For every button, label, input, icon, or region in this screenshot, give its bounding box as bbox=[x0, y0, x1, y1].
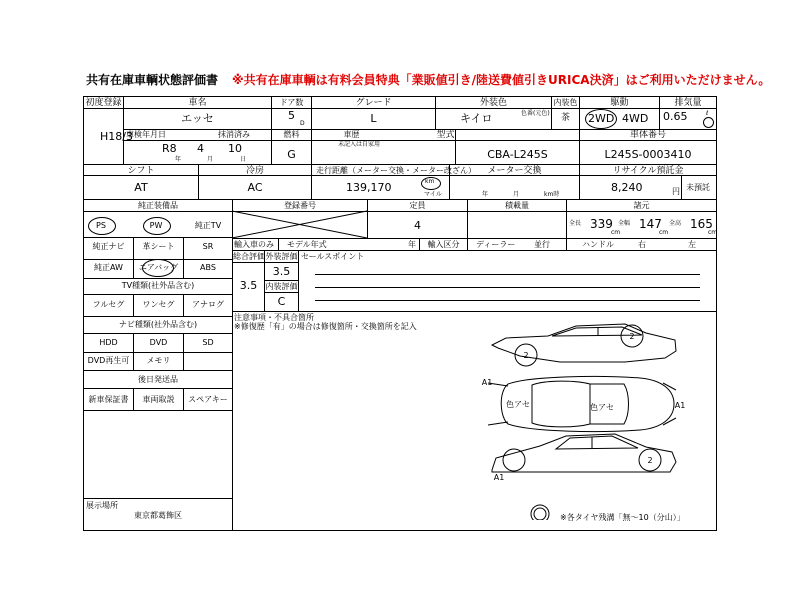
inspection-month: 4 bbox=[197, 142, 204, 155]
km-label: km bbox=[425, 178, 435, 185]
interior-color-value: 茶 bbox=[560, 113, 570, 123]
meter-year-unit: 年 bbox=[482, 191, 489, 198]
exterior-value: 3.5 bbox=[272, 265, 291, 278]
unit-day: 日 bbox=[240, 156, 247, 163]
mark-fade-roof: 色アセ bbox=[590, 403, 614, 412]
height-unit: cm bbox=[708, 229, 718, 236]
mark-a1-rear: A1 bbox=[674, 401, 686, 410]
width-value: 147 bbox=[639, 217, 662, 231]
handle-right: 右 bbox=[638, 240, 646, 249]
displacement-unit: ℓ bbox=[706, 110, 709, 117]
equip-aw: 純正AW bbox=[94, 263, 123, 272]
equip-sr: SR bbox=[202, 242, 214, 251]
navi-dvd: DVD bbox=[149, 338, 168, 347]
later-spare-key: スペアキー bbox=[188, 395, 228, 404]
car-name-value: エッセ bbox=[181, 112, 214, 125]
inspection-day: 10 bbox=[228, 142, 242, 155]
label-reg-number: 登録番号 bbox=[284, 201, 316, 210]
label-import-only: 輸入車のみ bbox=[234, 240, 274, 249]
handle-left: 左 bbox=[688, 240, 696, 249]
label-drive: 駆動 bbox=[610, 98, 629, 108]
model-value: CBA-L245S bbox=[487, 148, 548, 161]
tv-fullseg: フルセグ bbox=[92, 300, 125, 309]
label-overall: 総合評価 bbox=[233, 252, 265, 261]
mark-a1-front: A1 bbox=[481, 378, 493, 387]
overall-value: 3.5 bbox=[239, 279, 258, 292]
length-unit: cm bbox=[611, 229, 621, 236]
unit-year: 年 bbox=[175, 156, 182, 163]
mileage-value: 139,170 bbox=[346, 181, 392, 194]
interior-eval-value: C bbox=[277, 295, 286, 308]
label-dimensions: 諸元 bbox=[633, 201, 650, 210]
car-diagram bbox=[480, 318, 690, 520]
grade-value: L bbox=[370, 112, 377, 125]
equip-leather: 革シート bbox=[142, 242, 175, 251]
equip-ps: PS bbox=[96, 221, 106, 230]
meter-km-unit: km時 bbox=[544, 191, 560, 198]
chassis-value: L245S-0003410 bbox=[604, 148, 692, 161]
ac-value: AC bbox=[247, 181, 263, 194]
import-parallel: 並行 bbox=[534, 240, 550, 249]
label-color: 外装色 bbox=[479, 98, 507, 108]
equip-navi: 純正ナビ bbox=[92, 242, 125, 251]
import-dealer: ディーラー bbox=[476, 240, 516, 249]
equipment-title: 純正装備品 bbox=[138, 201, 178, 210]
doors-value: 5 bbox=[288, 109, 295, 122]
doors-unit: D bbox=[300, 120, 305, 127]
meter-month-unit: 月 bbox=[513, 191, 520, 198]
displacement-value: 0.65 bbox=[663, 110, 688, 123]
mark-front-wheel: 2 bbox=[523, 351, 529, 360]
label-length: 全長 bbox=[569, 220, 582, 227]
tire-note: ※各タイヤ残溝「無〜10（分山）」 bbox=[560, 513, 685, 522]
notes-subtitle: ※修復歴「有」の場合は修復箇所・交換箇所を記入 bbox=[234, 322, 417, 331]
history-note: 未記入は自家用 bbox=[338, 141, 381, 148]
label-loading: 積載量 bbox=[505, 201, 529, 210]
notice-text: ※共有在庫車輌は有料会員特典「業販値引き/陸送費値引きURICA決済」はご利用いただけません。 bbox=[232, 73, 771, 87]
label-chassis: 車体番号 bbox=[629, 130, 666, 140]
tv-type-title: TV種類(社外品含む) bbox=[121, 281, 195, 290]
tv-analog: アナログ bbox=[192, 300, 224, 309]
label-deleted: 抹消済み bbox=[218, 130, 250, 139]
label-capacity: 定員 bbox=[409, 201, 426, 210]
width-unit: cm bbox=[659, 229, 669, 236]
capacity-value: 4 bbox=[414, 219, 421, 232]
color-number-label: 色番(元色) bbox=[521, 110, 550, 117]
later-manual: 車両取説 bbox=[142, 395, 175, 404]
label-import-type: 輸入区分 bbox=[427, 240, 460, 249]
label-doors: ドア数 bbox=[279, 98, 304, 107]
page-title: 共有在庫車輌状態評価書 bbox=[86, 73, 219, 87]
label-ac: 冷房 bbox=[245, 166, 264, 176]
later-items-title: 後日発送品 bbox=[138, 375, 178, 384]
drive-4wd: 4WD bbox=[622, 112, 649, 125]
unit-month: 月 bbox=[207, 156, 214, 163]
fuel-value: G bbox=[287, 148, 296, 161]
label-recycle: リサイクル預託金 bbox=[612, 166, 684, 176]
label-handle: ハンドル bbox=[582, 240, 614, 249]
label-grade: グレード bbox=[355, 98, 392, 108]
navi-type-title: ナビ種類(社外品含む) bbox=[118, 320, 198, 329]
height-value: 165 bbox=[690, 217, 713, 231]
label-meter-change: メーター交換 bbox=[487, 166, 542, 176]
length-value: 339 bbox=[590, 217, 613, 231]
label-model: 型式 bbox=[436, 130, 455, 140]
mark-bottom-wheel: 2 bbox=[647, 456, 653, 465]
label-displacement: 排気量 bbox=[674, 98, 702, 108]
equip-airbag: エアバッグ bbox=[138, 263, 179, 272]
label-fuel: 燃料 bbox=[283, 130, 300, 139]
model-year-unit: 年 bbox=[408, 240, 416, 249]
label-inspection-date: 車検年月日 bbox=[126, 130, 166, 139]
label-exterior: 外装評価 bbox=[265, 252, 298, 261]
later-warranty: 新車保証書 bbox=[88, 395, 129, 404]
mile-label: マイル bbox=[424, 191, 442, 198]
navi-sd: SD bbox=[202, 338, 214, 347]
label-shift: シフト bbox=[127, 166, 155, 176]
yen-unit: 円 bbox=[672, 187, 680, 196]
label-sales-point: セールスポイント bbox=[301, 252, 365, 261]
inspection-era: R8 bbox=[162, 142, 177, 155]
mark-fade-hood: 色アセ bbox=[506, 400, 530, 409]
mark-a1-bottom: A1 bbox=[493, 473, 505, 482]
equip-tv: 純正TV bbox=[194, 221, 222, 230]
label-car-name: 車名 bbox=[188, 98, 207, 108]
recycle-value: 8,240 bbox=[611, 181, 643, 194]
tv-oneseg: ワンセグ bbox=[142, 300, 175, 309]
mark-rear-wheel: 2 bbox=[629, 332, 635, 341]
drive-2wd: 2WD bbox=[588, 112, 615, 125]
notes-title: 注意事項・不具合箇所 bbox=[234, 313, 314, 322]
location-value: 東京都葛飾区 bbox=[134, 511, 182, 520]
label-interior-eval: 内装評価 bbox=[265, 282, 298, 291]
undeposited-label: 未預託 bbox=[686, 183, 710, 192]
label-height: 全高 bbox=[669, 220, 682, 227]
label-first-reg: 初度登録 bbox=[85, 98, 122, 108]
displacement-unit-circle bbox=[703, 117, 714, 128]
equip-abs: ABS bbox=[200, 263, 216, 272]
equip-pw: PW bbox=[149, 221, 163, 230]
label-mileage: 走行距離（メーター交換・メーター改ざん） bbox=[316, 166, 476, 175]
label-history: 車歴 bbox=[343, 130, 360, 139]
navi-memory: メモリ bbox=[146, 356, 171, 365]
label-width: 全幅 bbox=[618, 220, 631, 227]
color-value: キイロ bbox=[460, 112, 493, 125]
first-reg-value: H18/3 bbox=[100, 130, 133, 143]
navi-hdd: HDD bbox=[99, 338, 118, 347]
shift-value: AT bbox=[134, 181, 148, 194]
label-model-year: モデル年式 bbox=[287, 240, 327, 249]
navi-dvd-play: DVD再生可 bbox=[87, 356, 130, 365]
label-location: 展示場所 bbox=[86, 501, 118, 510]
label-interior-color: 内装色 bbox=[553, 98, 578, 107]
